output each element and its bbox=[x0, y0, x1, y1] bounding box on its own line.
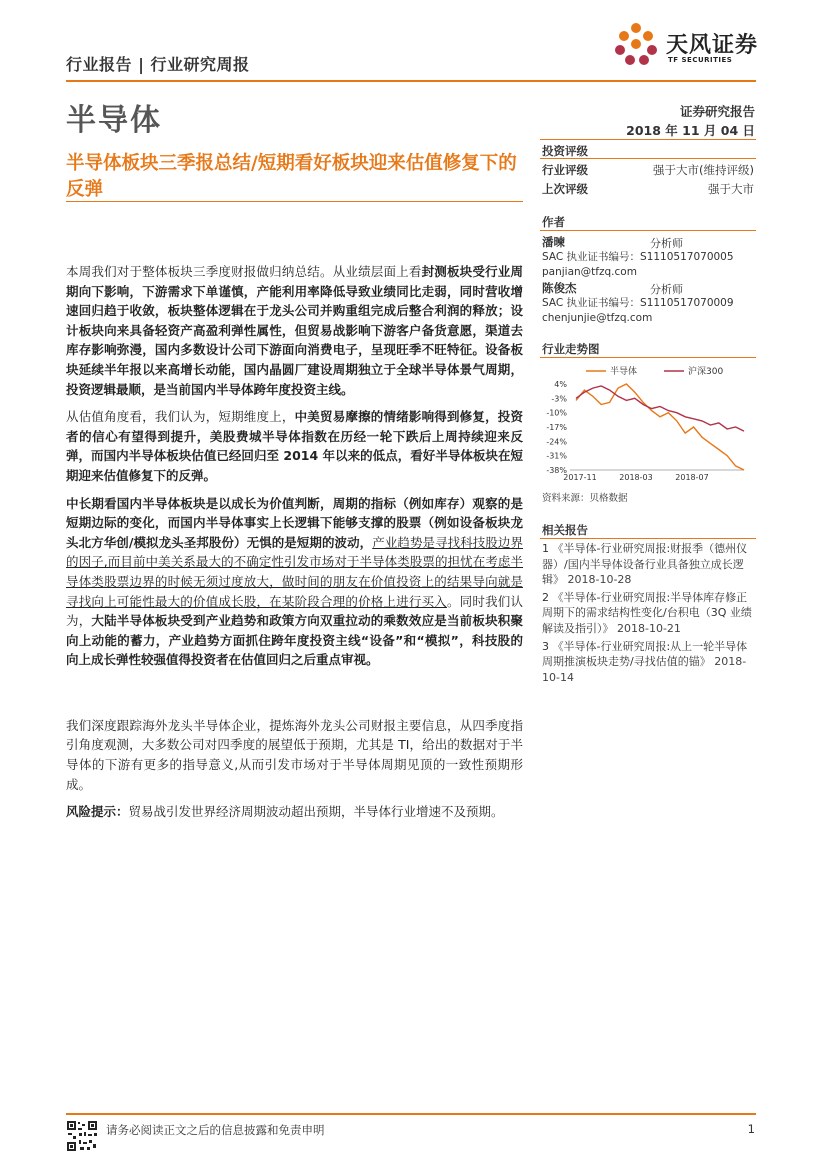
series-line bbox=[576, 386, 744, 431]
author-block bbox=[542, 235, 754, 280]
rating-label: 上次评级 bbox=[542, 182, 588, 196]
paragraph-underlined: 产业趋势是寻找科技股边界的因子,而目前中美关系最大的不确定性引发市场对于半导体类股票的担忧在考虑半导体类股票边界的时候无须过度放大，做时间的朋友在价值投资上的结果导向就是寻找向上可能性最大的价值成长股，在某阶段合理的价格上进行买入 bbox=[66, 534, 523, 609]
related-report-item[interactable] bbox=[542, 590, 756, 637]
paragraph-valuation bbox=[66, 407, 523, 485]
logo-mark-icon bbox=[610, 20, 662, 70]
paragraph-text: 本周我们对于整体板块三季度财报做归纳总结。从业绩层面上看 bbox=[66, 264, 422, 279]
author-role: 分析师 bbox=[650, 283, 683, 296]
y-tick-label: 4% bbox=[554, 380, 567, 389]
rating-top-divider bbox=[540, 139, 756, 140]
paragraph-text: 。同时我们认为， bbox=[66, 593, 523, 629]
related-divider bbox=[540, 538, 756, 539]
rating-divider bbox=[540, 158, 756, 159]
legend-label: 沪深300 bbox=[688, 367, 724, 377]
rating-row-previous bbox=[542, 181, 754, 197]
authors-divider bbox=[540, 230, 756, 231]
rating-section-label: 投资评级 bbox=[542, 144, 588, 158]
report-category: 行业报告 | 行业研究周报 bbox=[66, 55, 250, 74]
x-tick-label: 2018-07 bbox=[675, 473, 709, 482]
author-name: 陈俊杰 bbox=[542, 281, 577, 295]
disclaimer-notice: 请务必阅读正文之后的信息披露和免责申明 bbox=[106, 1123, 325, 1137]
related-report-item[interactable] bbox=[542, 639, 756, 686]
paragraph-risk bbox=[66, 802, 523, 822]
report-type: 证券研究报告 bbox=[679, 104, 755, 119]
related-report-title[interactable]: 3 《半导体-行业研究周报:从上一轮半导体周期推演板块走势/寻找估值的锚》 bbox=[542, 639, 748, 669]
summary-body bbox=[66, 262, 523, 822]
related-report-date: 2018-10-21 bbox=[617, 621, 681, 635]
risk-text: 贸易战引发世界经济周期波动超出预期，半导体行业增速不及预期。 bbox=[128, 804, 504, 820]
paragraph-emphasis: 封测板块受行业周期向下影响，下游需求下单谨慎，产能利用率降低导致业绩同比走弱，同时营收增速回归趋于收敛，板块整体逻辑在于龙头公司并购重组完成后整合利润的释放；设计板块向来具备轻资产高盈利弹性属性，但贸易战影响下游客户备货意愿，渠道去库存影响弥漫，国内多数设计公司下游面向消费电子，呈现旺季不旺特征。设备板块延续半年报以来高增长动能，国内晶圆厂建设周期独立于全球半导体景气周期，投资逻辑最顺，是当前国内半导体跨年度投资主线。 bbox=[66, 264, 523, 397]
qr-code-icon bbox=[66, 1120, 98, 1152]
paragraph-emphasis: 中美贸易摩擦的情绪影响得到修复，投资者的信心有望得到提升，美股费城半导体指数在历经一轮下跌后上周持续迎来反弹，而国内半导体板块估值已经回归至 2014 年以来的低点，看好半导体板块在短期迎来估值修复下的反弹。 bbox=[66, 409, 523, 483]
chart-source: 资料来源：贝格数据 bbox=[542, 493, 628, 504]
risk-label: 风险提示： bbox=[66, 804, 129, 820]
authors-section-label: 作者 bbox=[542, 215, 565, 229]
brand-logo bbox=[610, 20, 760, 72]
related-report-item[interactable] bbox=[542, 541, 756, 588]
y-tick-label: -31% bbox=[546, 451, 567, 461]
industry-trend-chart bbox=[538, 362, 760, 488]
related-report-date: 2018-10-14 bbox=[542, 655, 747, 684]
page-number: 1 bbox=[747, 1122, 755, 1136]
header-divider bbox=[66, 80, 756, 82]
paragraph-text: 从估值角度看，我们认为，短期维度上， bbox=[66, 409, 295, 425]
industry-name: 半导体 bbox=[66, 103, 162, 138]
trend-divider bbox=[540, 357, 756, 358]
x-tick-label: 2017-11 bbox=[563, 473, 597, 482]
y-tick-label: -24% bbox=[546, 437, 567, 447]
paragraph-performance bbox=[66, 262, 523, 399]
author-email[interactable]: chenjunjie@tfzq.com bbox=[542, 312, 653, 324]
paragraph-emphasis: 大陆半导体板块受到产业趋势和政策方向双重拉动的乘数效应是当前板块积聚向上动能的蓄力，产业趋势方面抓住跨年度投资主线“设备”和“模拟”，科技股的向上成长弹性较强值得投资者在估值回归之后重点审视。 bbox=[66, 613, 523, 668]
y-tick-label: -3% bbox=[551, 394, 567, 404]
related-report-title[interactable]: 1 《半导体-行业研究周报:财报季（德州仪器）/国内半导体设备行业具备独立成长逻辑》 bbox=[542, 542, 748, 587]
series-line bbox=[576, 384, 744, 470]
related-section-label: 相关报告 bbox=[542, 523, 588, 537]
rating-value: 强于大市 bbox=[708, 182, 754, 196]
y-tick-label: -17% bbox=[546, 423, 567, 432]
author-role: 分析师 bbox=[650, 237, 683, 250]
author-block bbox=[542, 281, 754, 326]
paragraph-emphasis: 中长期看国内半导体板块是以成长为价值判断，周期的指标（例如库存）观察的是短期边际的变化，而国内半导体事实上长逻辑下能够支撑的股票（例如设备板块龙头北方华创/模拟龙头圣邦股份）无惧的是短期的波动， bbox=[66, 495, 523, 550]
author-name: 潘暕 bbox=[542, 235, 565, 249]
title-divider bbox=[66, 201, 523, 202]
legend-label: 半导体 bbox=[610, 367, 638, 377]
footer-divider bbox=[66, 1113, 756, 1115]
rating-value: 强于大市(维持评级) bbox=[653, 163, 754, 177]
y-tick-label: -10% bbox=[546, 408, 567, 418]
report-title: 半导体板块三季报总结/短期看好板块迎来估值修复下的反弹 bbox=[66, 153, 517, 200]
rating-row-current bbox=[542, 162, 754, 178]
paragraph-text: 我们深度跟踪海外龙头半导体企业，提炼海外龙头公司财报主要信息，从四季度指引角度观测，大多数公司对四季度的展望低于预期，尤其是 TI，给出的数据对于半导体的下游有更多的指导意义,从而引发市场对于半导体周期见顶的一致性预期形成。 bbox=[66, 717, 523, 792]
paragraph-long-term bbox=[66, 494, 523, 670]
trend-section-label: 行业走势图 bbox=[542, 342, 600, 356]
rating-label: 行业评级 bbox=[542, 163, 588, 177]
author-sac: SAC 执业证书编号：S1110517070005 bbox=[542, 251, 734, 263]
related-reports-list bbox=[542, 541, 756, 687]
y-tick-label: -38% bbox=[546, 466, 567, 475]
logo-name-en: TF SECURITIES bbox=[668, 56, 733, 64]
x-tick-label: 2018-03 bbox=[619, 473, 653, 482]
related-report-title[interactable]: 2 《半导体-行业研究周报:半导体库存修正周期下的需求结构性变化/台积电（3Q 业绩解读及指引）》 bbox=[542, 590, 752, 635]
paragraph-overseas bbox=[66, 716, 523, 794]
author-email[interactable]: panjian@tfzq.com bbox=[542, 266, 637, 278]
logo-name-cn: 天风证券 bbox=[666, 33, 759, 58]
report-date: 2018 年 11 月 04 日 bbox=[626, 123, 755, 138]
author-sac: SAC 执业证书编号：S1110517070009 bbox=[542, 297, 734, 309]
related-report-date: 2018-10-28 bbox=[567, 573, 632, 587]
